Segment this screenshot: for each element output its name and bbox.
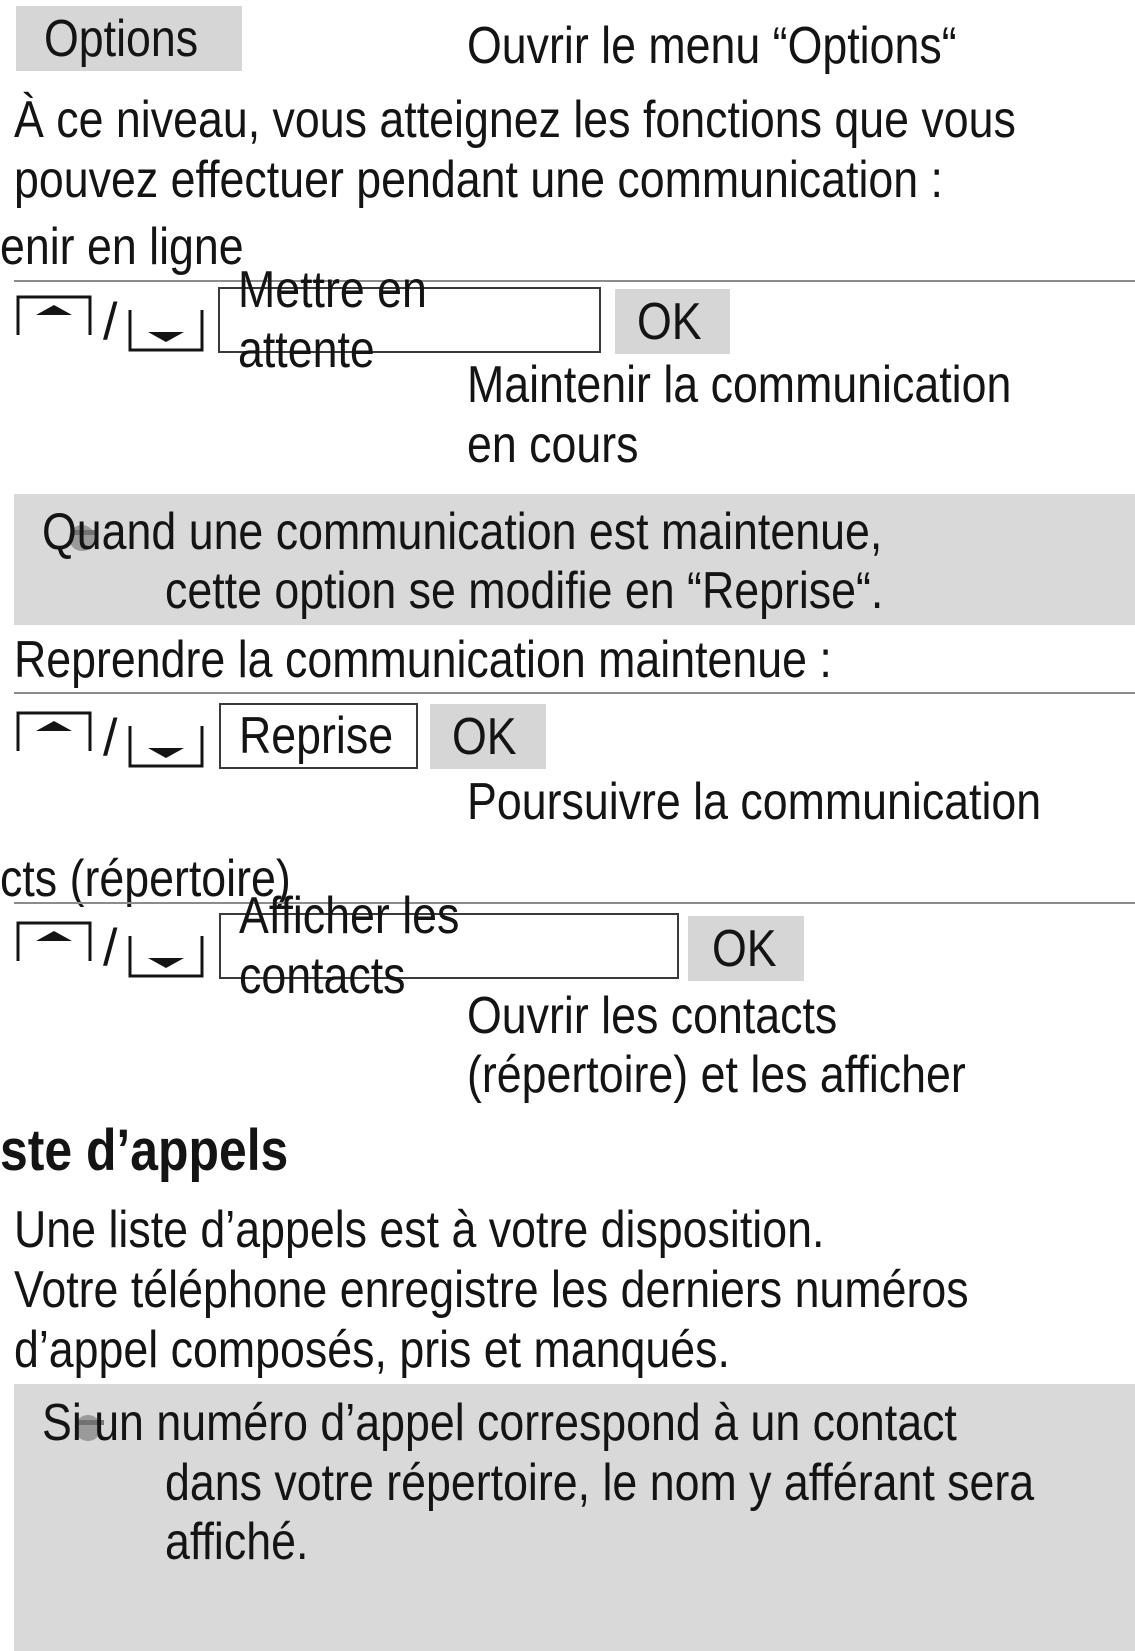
call-list-line-2: Votre téléphone enregistre les derniers numéros [14, 1261, 969, 1319]
nav-up-key-icon[interactable] [16, 709, 92, 753]
ok-resume-softkey[interactable] [430, 704, 546, 769]
call-list-heading: ste d’appels [0, 1118, 289, 1183]
options-description: Ouvrir le menu “Options“ [467, 17, 957, 75]
hold-description-2: en cours [467, 416, 639, 474]
nav-separator: / [103, 709, 118, 767]
section-hold-heading: enir en ligne [0, 218, 244, 276]
ok-hold-softkey[interactable] [615, 289, 730, 354]
display-contacts-text: Afficher les contacts [239, 887, 460, 1005]
display-hold-text: Mettre en attente [238, 261, 427, 379]
call-list-line-3: d’appel composés, pris et manqués. [14, 1321, 730, 1379]
display-resume [219, 703, 418, 769]
options-softkey[interactable] [16, 6, 242, 71]
ok-contacts-softkey[interactable] [688, 916, 804, 981]
ok-resume-label: OK [452, 707, 517, 766]
note-call-list-line-1: Si un numéro d’appel correspond à un contact [42, 1394, 957, 1452]
resume-intro: Reprendre la communication maintenue : [14, 631, 832, 689]
nav-down-key-icon[interactable] [128, 934, 204, 980]
intro-line-1: À ce niveau, vous atteignez les fonctions que vous [14, 91, 1016, 149]
contacts-description-2: (répertoire) et les afficher [467, 1046, 966, 1104]
nav-separator: / [103, 919, 118, 977]
section-contacts-heading: cts (répertoire) [0, 850, 291, 908]
display-resume-text: Reprise [239, 707, 394, 765]
intro-line-2: pouvez effectuer pendant une communication : [14, 151, 943, 209]
nav-up-key-icon[interactable] [16, 293, 92, 337]
display-contacts [219, 887, 679, 1005]
ok-hold-label: OK [637, 292, 702, 351]
note-call-list-line-3: affiché. [165, 1513, 309, 1571]
note-hold-line-1: Quand une communication est maintenue, [42, 503, 883, 561]
call-list-line-1: Une liste d’appels est à votre disposition. [14, 1201, 825, 1259]
section-hold-rule [14, 280, 1135, 282]
nav-down-key-icon[interactable] [128, 724, 204, 770]
resume-description: Poursuivre la communication [467, 773, 1042, 831]
note-hold-line-2: cette option se modifie en “Reprise“. [165, 562, 884, 620]
nav-up-key-icon[interactable] [16, 919, 92, 963]
note-call-list-line-2: dans votre répertoire, le nom y afférant sera [165, 1454, 1035, 1512]
nav-separator: / [103, 293, 118, 351]
options-softkey-label: Options [44, 9, 199, 68]
ok-contacts-label: OK [712, 919, 777, 978]
nav-down-key-icon[interactable] [128, 308, 204, 354]
contacts-description-1: Ouvrir les contacts [467, 987, 838, 1045]
section-resume-rule [14, 692, 1135, 694]
display-hold [218, 261, 601, 379]
hold-description-1: Maintenir la communication [467, 356, 1012, 414]
